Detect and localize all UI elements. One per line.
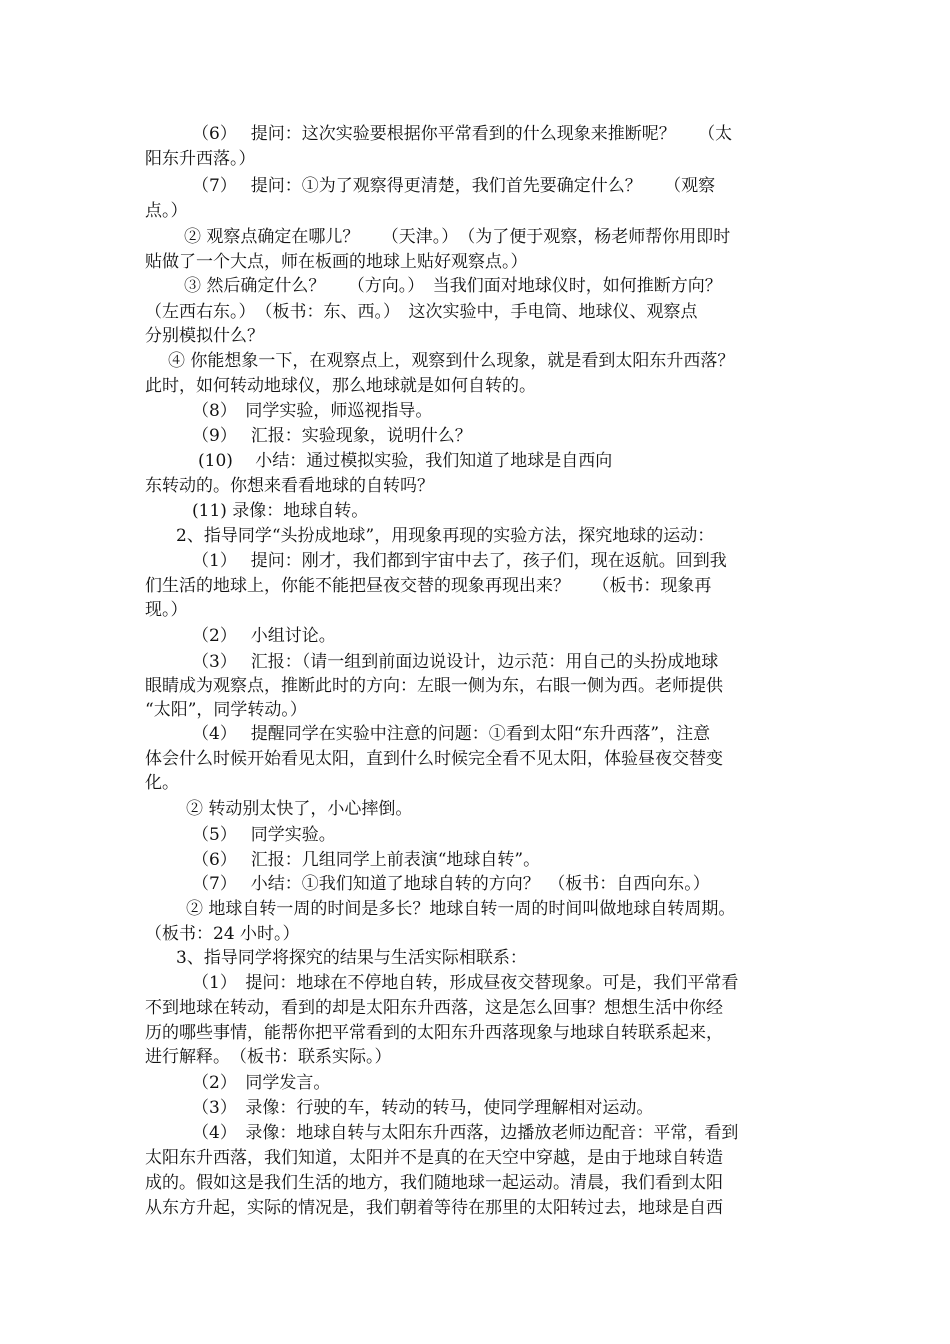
text-line: （左西右东。） （板书：东、西。） 这次实验中，手电筒、地球仪、观察点 bbox=[145, 302, 698, 322]
text-line: （4） 录像：地球自转与太阳东升西落，边播放老师边配音：平常，看到 bbox=[192, 1123, 739, 1143]
text-line: 们生活的地球上，你能不能把昼夜交替的现象再现出来？ （板书：现象再 bbox=[145, 576, 712, 596]
text-line: 太阳东升西落，我们知道，太阳并不是真的在天空中穿越，是由于地球自转造 bbox=[145, 1148, 723, 1168]
text-line: （4） 提醒同学在实验中注意的问题：①看到太阳“东升西落”，注意 bbox=[192, 724, 711, 744]
text-line: 点。） bbox=[145, 201, 188, 221]
text-line: 从东方升起，实际的情况是，我们朝着等待在那里的太阳转过去，地球是自西 bbox=[145, 1198, 723, 1218]
text-line: （2） 小组讨论。 bbox=[192, 626, 336, 646]
text-line: 贴做了一个大点，师在板画的地球上贴好观察点。） bbox=[145, 252, 528, 272]
text-line: 眼睛成为观察点，推断此时的方向：左眼一侧为东，右眼一侧为西。老师提供 bbox=[145, 676, 723, 696]
text-line: （8） 同学实验，师巡视指导。 bbox=[192, 401, 433, 421]
text-line: ④ 你能想象一下，在观察点上，观察到什么现象，就是看到太阳东升西落？ bbox=[168, 351, 735, 371]
text-line: （1） 提问：地球在不停地自转，形成昼夜交替现象。可是，我们平常看 bbox=[192, 973, 739, 993]
text-line: （7） 提问：①为了观察得更清楚，我们首先要确定什么？ （观察 bbox=[192, 176, 716, 196]
text-line: 化。 bbox=[145, 773, 179, 793]
text-line: 进行解释。 （板书：联系实际。） bbox=[145, 1047, 392, 1067]
text-line: (10) 小结：通过模拟实验，我们知道了地球是自西向 bbox=[198, 451, 613, 471]
text-line: （2） 同学发言。 bbox=[192, 1073, 331, 1093]
text-line: ③ 然后确定什么？ （方向。） 当我们面对地球仪时，如何推断方向？ bbox=[184, 276, 722, 296]
text-line: 历的哪些事情，能帮你把平常看到的太阳东升西落现象与地球自转联系起来， bbox=[145, 1023, 723, 1043]
text-line: 此时，如何转动地球仪，那么地球就是如何自转的。 bbox=[145, 376, 536, 396]
text-line: (11) 录像：地球自转。 bbox=[192, 501, 369, 521]
text-line: （1） 提问：刚才，我们都到宇宙中去了，孩子们，现在返航。回到我 bbox=[192, 551, 727, 571]
text-line: ② 转动别太快了，小心摔倒。 bbox=[186, 799, 413, 819]
text-line: （7） 小结：①我们知道了地球自转的方向？ （板书：自西向东。） bbox=[192, 874, 710, 894]
text-line: ② 观察点确定在哪儿？ （天津。） （为了便于观察，杨老师帮你用即时 bbox=[184, 227, 731, 247]
text-line: （6） 汇报：几组同学上前表演“地球自转”。 bbox=[192, 850, 541, 870]
text-line: （5） 同学实验。 bbox=[192, 825, 336, 845]
text-line: （3） 录像：行驶的车，转动的转马，使同学理解相对运动。 bbox=[192, 1098, 654, 1118]
text-line: 不到地球在转动，看到的却是太阳东升西落，这是怎么回事？想想生活中你经 bbox=[145, 998, 723, 1018]
text-line: 阳东升西落。） bbox=[145, 149, 256, 169]
text-line: 体会什么时候开始看见太阳，直到什么时候完全看不见太阳，体验昼夜交替变 bbox=[145, 749, 723, 769]
text-line: 2、指导同学“头扮成地球”，用现象再现的实验方法，探究地球的运动： bbox=[176, 526, 715, 546]
text-line: （3） 汇报：（请一组到前面边说设计，边示范：用自己的头扮成地球 bbox=[192, 652, 719, 672]
text-line: “太阳”，同学转动。） bbox=[145, 700, 307, 720]
text-line: （板书：24 小时。） bbox=[145, 924, 300, 944]
text-line: （6） 提问：这次实验要根据你平常看到的什么现象来推断呢？ （太 bbox=[192, 124, 733, 144]
text-line: 分别模拟什么？ bbox=[145, 326, 264, 346]
text-line: 3、指导同学将探究的结果与生活实际相联系： bbox=[176, 948, 527, 968]
text-line: 东转动的。你想来看看地球的自转吗？ bbox=[145, 476, 434, 496]
text-line: 现。） bbox=[145, 600, 188, 620]
text-line: （9） 汇报：实验现象，说明什么？ bbox=[192, 426, 472, 446]
text-line: ② 地球自转一周的时间是多长？地球自转一周的时间叫做地球自转周期。 bbox=[186, 899, 736, 919]
text-line: 成的。假如这是我们生活的地方，我们随地球一起运动。清晨，我们看到太阳 bbox=[145, 1173, 723, 1193]
